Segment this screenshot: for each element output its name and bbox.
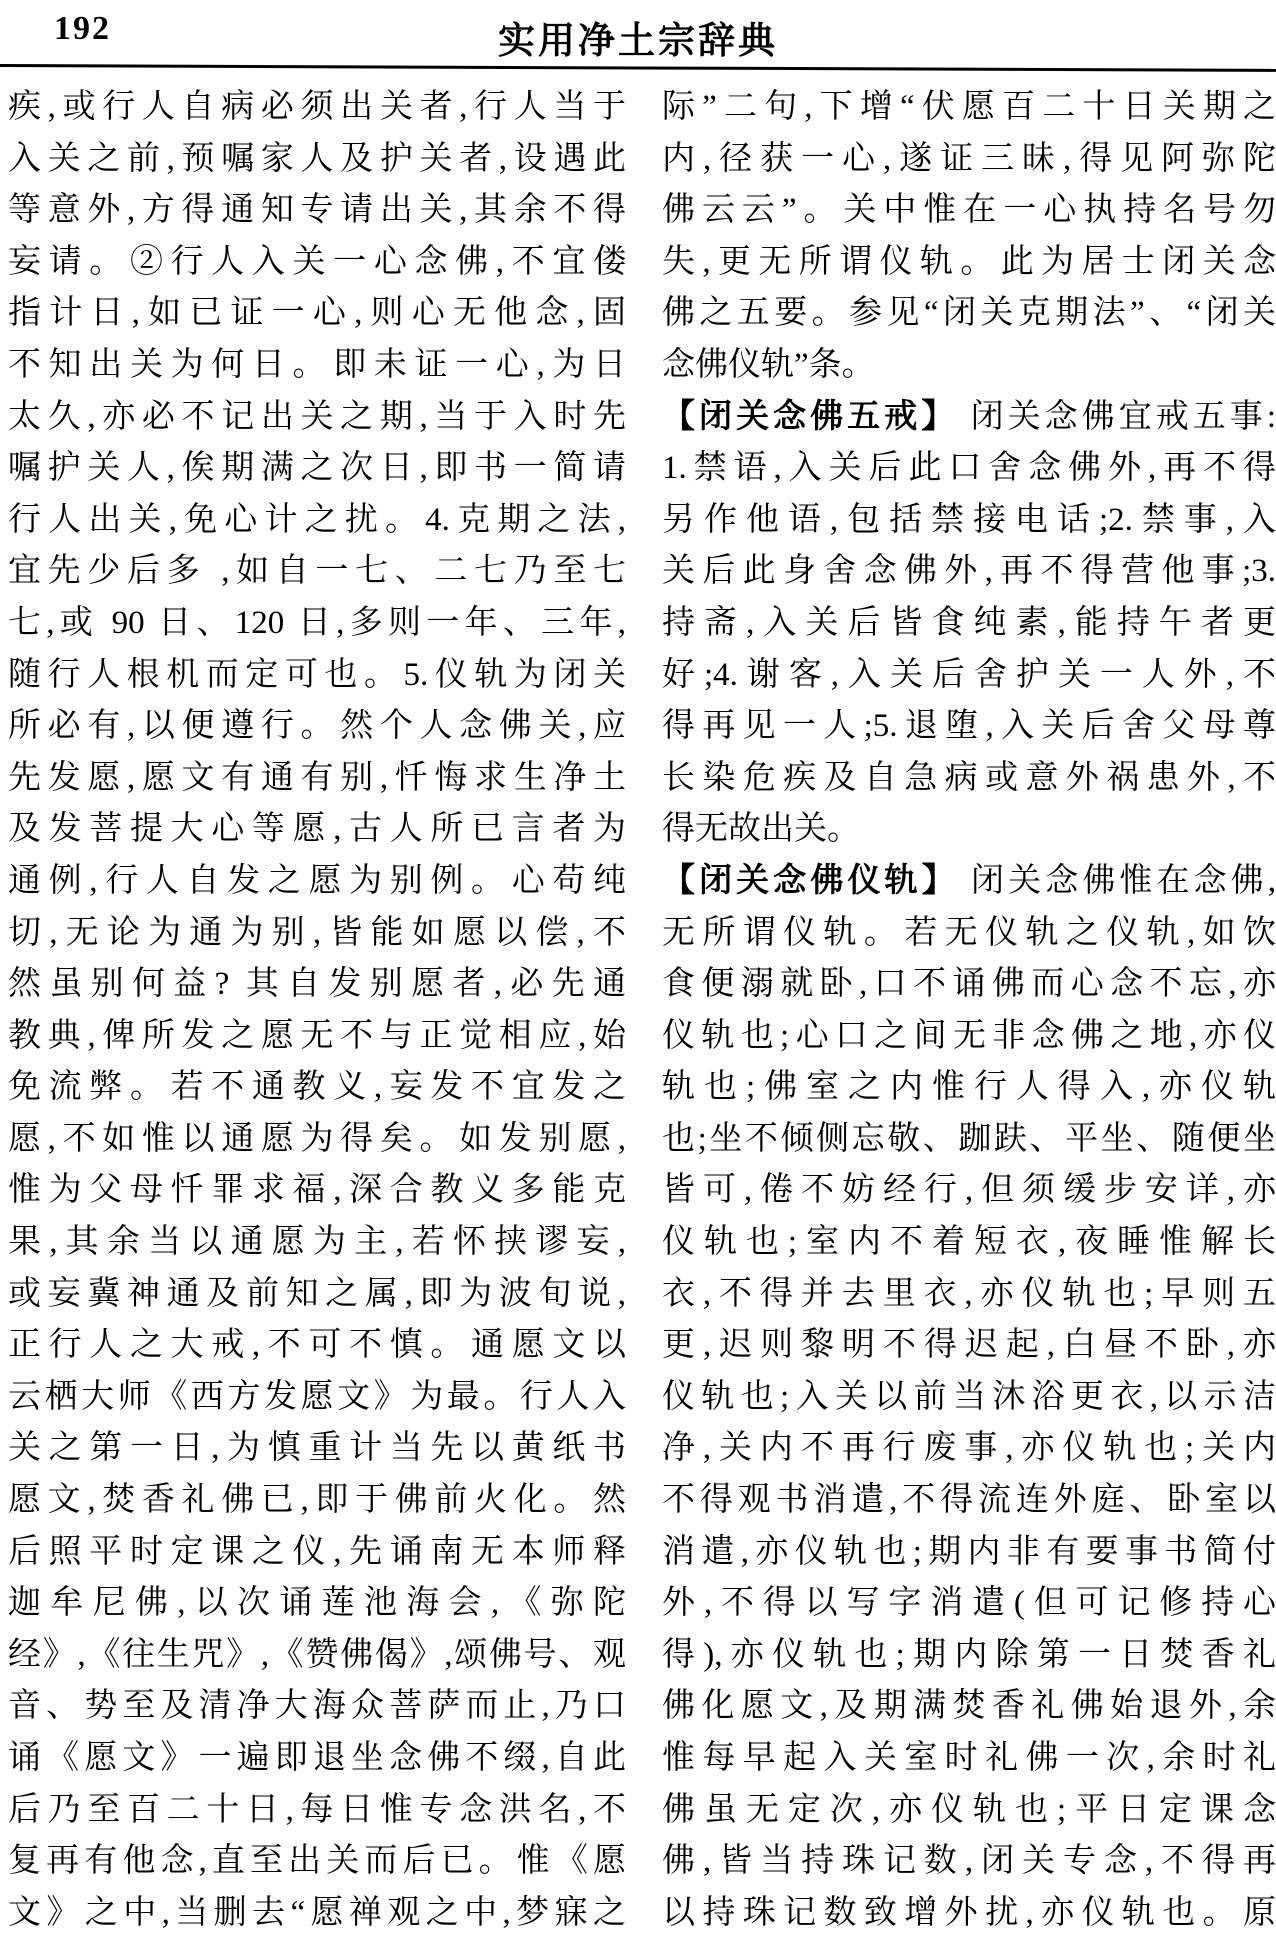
text-line: 后照平时定课之仪,先诵南无本师释 [8,1533,626,1570]
text-line: 教典,俾所发之愿无不与正觉相应,始 [8,1017,626,1054]
text-line: 际”二句,下增“伏愿百二十日关期之 [662,89,1276,125]
text-line: 另作他语,包括禁接电话;2.禁事,入 [662,501,1276,538]
text-line: 佛虽无定次,亦仪轨也;平日定课念 [662,1791,1276,1828]
text-line: 惟每早起入关室时礼佛一次,余时礼 [662,1740,1276,1776]
entry-headword: 【闭关念佛五戒】 [662,398,959,435]
text-line: 佛云云”。关中惟在一心执持名号勿 [662,192,1276,229]
text-line: 正行人之大戒,不可不慎。通愿文以 [8,1327,626,1364]
text-line: 仪轨也;心口之间无非念佛之地,亦仪 [662,1017,1276,1054]
text-line: 失,更无所谓仪轨。此为居士闭关念 [662,243,1276,280]
text-line: 及发菩提大心等愿,古人所已言者为 [8,811,626,848]
text-line: 嘱护关人,俟期满之次日,即书一简请 [8,450,626,487]
text-line: 然虽别何益? 其自发别愿者,必先通 [8,966,626,1003]
text-line: 随行人根机而定可也。5.仪轨为闭关 [8,656,626,693]
text-line: 更,迟则黎明不得迟起,白昼不卧,亦 [662,1327,1276,1364]
text-line: 先发愿,愿文有通有别,忏悔求生净土 [8,759,626,796]
text-line: 外,不得以写字消遣(但可记修持心 [662,1585,1276,1622]
text-line: 【闭关念佛仪轨】 闭关念佛惟在念佛, [662,862,1276,899]
text-line: 消遣,亦仪轨也;期内非有要事书简付 [662,1533,1276,1570]
right-column [662,82,1276,1939]
page-title: 实用净土宗辞典 [498,21,778,62]
text-line: 通例,行人自发之愿为别例。心苟纯 [8,862,626,899]
page-header [0,6,1276,62]
entry-headword: 【闭关念佛仪轨】 [662,862,959,899]
text-line: 得),亦仪轨也;期内除第一日焚香礼 [662,1636,1276,1673]
text-line: 免流弊。若不通教义,妄发不宜发之 [8,1069,626,1106]
text-line: 衣,不得并去里衣,亦仪轨也;早则五 [662,1275,1276,1312]
text-line: 仪轨也;入关以前当沐浴更衣,以示洁 [662,1378,1276,1415]
text-line: 文》之中,当删去“愿禅观之中,梦寐之 [8,1894,626,1931]
text-line: 佛之五要。参见“闭关克期法”、“闭关 [662,295,1276,332]
text-line: 1.禁语,入关后此口舍念佛外,再不得 [662,450,1276,487]
left-column [8,82,626,1939]
text-line: 经》,《往生咒》,《赞佛偈》,颂佛号、观 [8,1636,626,1673]
text-line: 果,其余当以通愿为主,若怀挟谬妄, [8,1224,626,1261]
text-line: 不得观书消遣,不得流连外庭、卧室以 [662,1482,1276,1519]
text-line: 云栖大师《西方发愿文》为最。行人入 [8,1378,626,1415]
text-line: 得无故出关。 [662,811,860,848]
text-line: 行人出关,免心计之扰。4.克期之法, [8,501,626,538]
text-line: 所必有,以便遵行。然个人念佛关,应 [8,708,626,745]
text-line: 太久,亦必不记出关之期,当于入时先 [8,398,626,435]
text-line: 内,径获一心,遂证三昧,得见阿弥陀 [662,140,1276,177]
text-line: 佛化愿文,及期满焚香礼佛始退外,余 [662,1688,1276,1725]
text-line: 关后此身舍念佛外,再不得营他事;3. [662,553,1276,590]
text-line: 好;4.谢客,入关后舍护关一人外,不 [662,656,1276,693]
text-line: 妄请。②行人入关一心念佛,不宜偻 [8,243,626,280]
text-line: 佛,皆当持珠记数,闭关专念,不得再 [662,1843,1276,1880]
text-line: 以持珠记数致增外扰,亦仪轨也。原 [662,1894,1276,1931]
text-line: 愿,不如惟以通愿为得矣。如发别愿, [8,1120,626,1157]
text-line: 疾,或行人自病必须出关者,行人当于 [8,89,626,125]
text-line: 长染危疾及自急病或意外祸患外,不 [662,759,1276,796]
text-line: 诵《愿文》一遍即退坐念佛不缀,自此 [8,1740,626,1776]
text-line: 复再有他念,直至出关而后已。惟《愿 [8,1843,626,1880]
text-line: 愿文,焚香礼佛已,即于佛前火化。然 [8,1482,626,1519]
text-line: 也;坐不倾侧忘敬、跏趺、平坐、随便坐 [662,1120,1276,1157]
text-line: 入关之前,预嘱家人及护关者,设遇此 [8,140,626,177]
text-line: 【闭关念佛五戒】 闭关念佛宜戒五事: [662,398,1276,435]
text-line: 得再见一人;5.退堕,入关后舍父母尊 [662,708,1276,745]
text-line: 持斋,入关后皆食纯素,能持午者更 [662,604,1276,641]
header-divider [0,64,1276,72]
text-line: 皆可,倦不妨经行,但须缓步安详,亦 [662,1172,1276,1209]
text-line: 迦牟尼佛,以次诵莲池海会,《弥陀 [8,1585,626,1622]
page-number: 192 [54,10,111,47]
text-line: 关之第一日,为慎重计当先以黄纸书 [8,1430,626,1467]
text-line: 念佛仪轨”条。 [662,346,875,383]
text-line: 七,或 90 日、120 日,多则一年、三年, [8,604,626,641]
text-line: 不知出关为何日。即未证一心,为日 [8,346,626,383]
text-line: 指计日,如已证一心,则心无他念,固 [8,295,626,332]
text-line: 切,无论为通为别,皆能如愿以偿,不 [8,914,626,951]
text-line: 宜先少后多 ,如自一七、二七乃至七 [8,553,626,590]
text-line: 或妄冀神通及前知之属,即为波旬说, [8,1275,626,1312]
text-line: 惟为父母忏罪求福,深合教义多能克 [8,1172,626,1209]
text-line: 无所谓仪轨。若无仪轨之仪轨,如饮 [662,914,1276,951]
text-line: 净,关内不再行废事,亦仪轨也;关内 [662,1430,1276,1467]
text-line: 等意外,方得通知专请出关,其余不得 [8,192,626,229]
text-line: 仪轨也;室内不着短衣,夜睡惟解长 [662,1224,1276,1261]
text-line: 音、势至及清净大海众菩萨而止,乃口 [8,1688,626,1725]
text-line: 后乃至百二十日,每日惟专念洪名,不 [8,1791,626,1828]
text-line: 轨也;佛室之内惟行人得入,亦仪轨 [662,1069,1276,1106]
text-body [8,82,1276,1939]
text-line: 食便溺就卧,口不诵佛而心念不忘,亦 [662,966,1276,1003]
